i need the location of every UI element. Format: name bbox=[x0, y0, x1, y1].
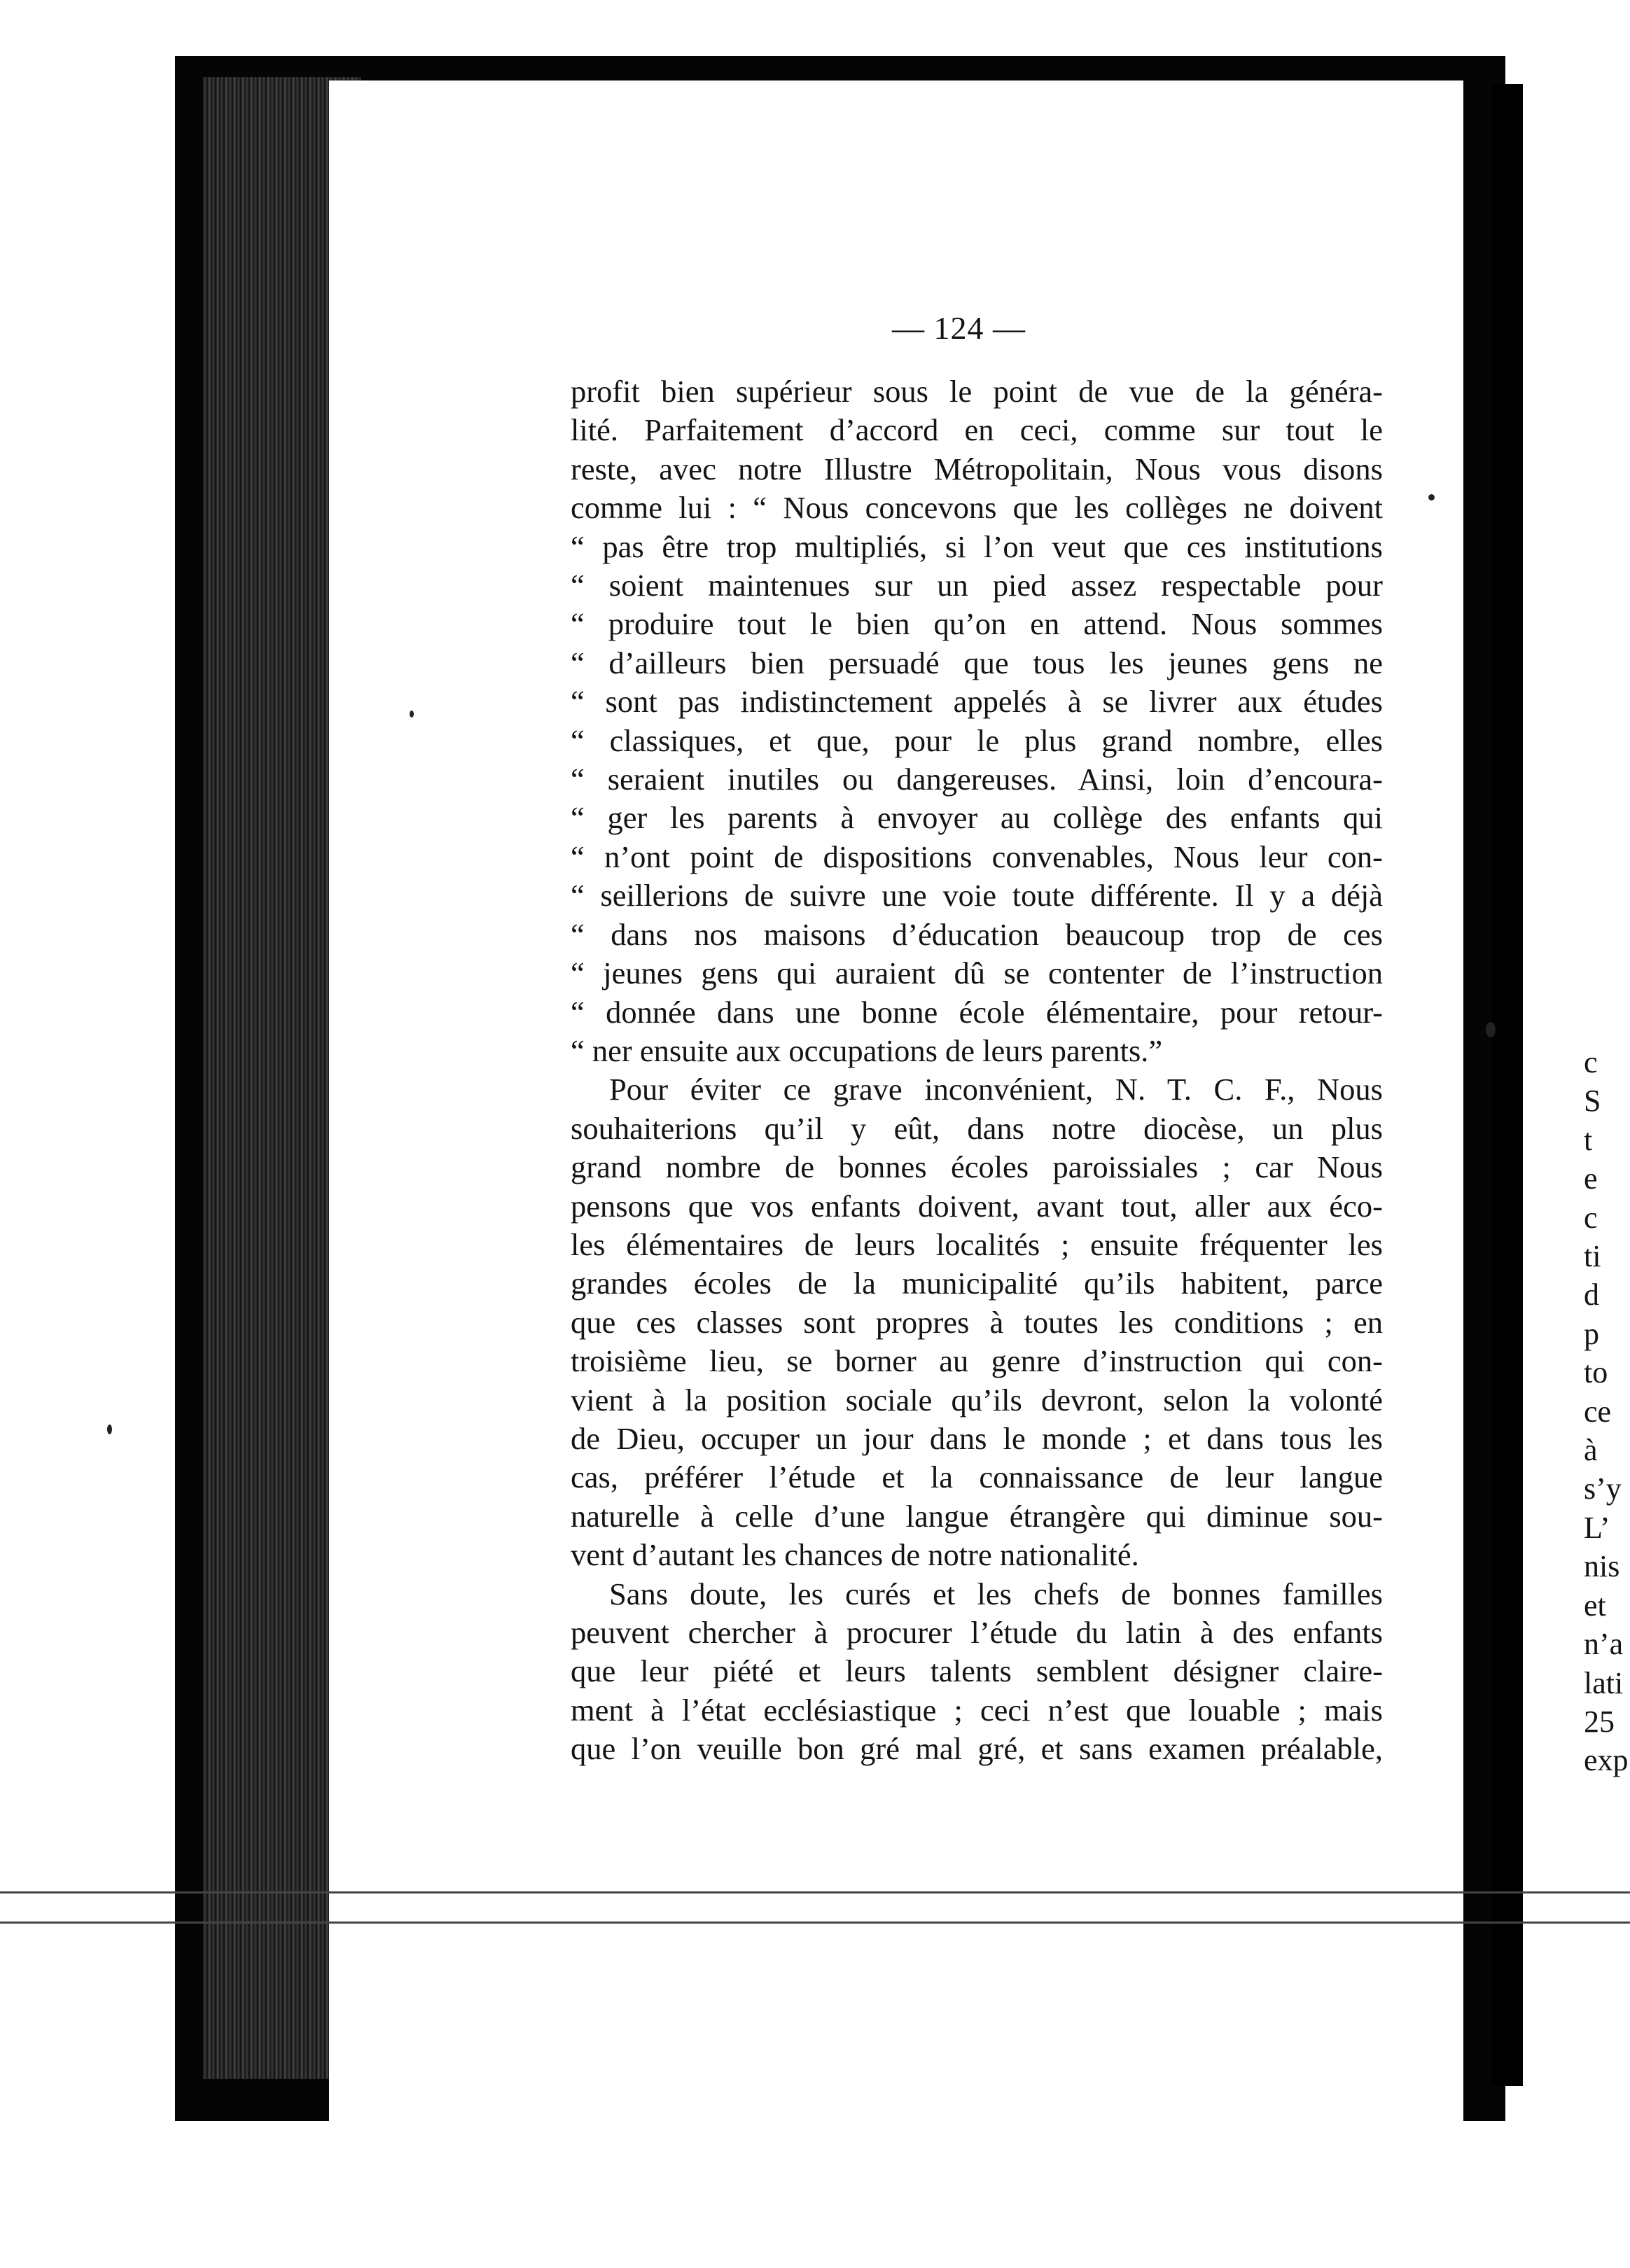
speck bbox=[107, 1424, 112, 1434]
text-line: profit bien supérieur sous le point de vue de la généra- bbox=[571, 374, 1383, 409]
text-line: cas, préférer l’étude et la connaissance de leur langue bbox=[571, 1460, 1383, 1495]
text-line: grand nombre de bonnes écoles paroissiales ; car Nous bbox=[571, 1149, 1383, 1185]
text-line: Sans doute, les curés et les chefs de bonnes familles bbox=[609, 1576, 1383, 1611]
text-line: comme lui : “ Nous concevons que les collèges ne doivent bbox=[571, 490, 1383, 526]
neighbor-fragment: p bbox=[1584, 1316, 1599, 1351]
neighbor-fragment: n’a bbox=[1584, 1627, 1624, 1662]
neighbor-fragment: c bbox=[1584, 1200, 1598, 1235]
text-line: “ n’ont point de dispositions convenables, Nous leur con- bbox=[571, 839, 1383, 874]
text-line: “ ner ensuite aux occupations de leurs parents.” bbox=[571, 1032, 1163, 1068]
text-line: que l’on veuille bon gré mal gré, et sans examen préalable, bbox=[571, 1731, 1383, 1767]
text-line: “ dans nos maisons d’éducation beaucoup trop de ces bbox=[571, 916, 1383, 952]
neighbor-fragment: to bbox=[1584, 1355, 1608, 1390]
speck bbox=[410, 710, 414, 718]
text-line: ment à l’état ecclésiastique ; ceci n’est que louable ; mais bbox=[571, 1692, 1383, 1728]
text-line: vient à la position sociale qu’ils devront, selon la volonté bbox=[571, 1382, 1383, 1418]
text-line: “ d’ailleurs bien persuadé que tous les jeunes gens ne bbox=[571, 645, 1383, 680]
text-line: troisième lieu, se borner au genre d’instruction qui con- bbox=[571, 1343, 1383, 1379]
scan-line bbox=[0, 1921, 1630, 1924]
neighbor-fragment: nis bbox=[1584, 1549, 1620, 1584]
neighbor-fragment: e bbox=[1584, 1161, 1598, 1196]
text-line: lité. Parfaitement d’accord en ceci, comme sur tout le bbox=[571, 412, 1383, 448]
neighbor-page-text bbox=[1584, 1043, 1630, 1780]
text-line: grandes écoles de la municipalité qu’ils habitent, parce bbox=[571, 1266, 1383, 1301]
text-line: souhaiterions qu’il y eût, dans notre diocèse, un plus bbox=[571, 1110, 1383, 1146]
neighbor-fragment: ce bbox=[1584, 1394, 1612, 1429]
text-line: “ soient maintenues sur un pied assez respectable pour bbox=[571, 568, 1383, 603]
neighbor-fragment: lati bbox=[1584, 1665, 1624, 1700]
text-line: “ classiques, et que, pour le plus grand nombre, elles bbox=[571, 722, 1383, 758]
text-line: “ seillerions de suivre une voie toute différente. Il y a déjà bbox=[571, 878, 1383, 913]
neighbor-fragment: c bbox=[1584, 1045, 1598, 1079]
text-line: “ jeunes gens qui auraient dû se contenter de l’instruction bbox=[571, 955, 1383, 991]
text-line: que leur piété et leurs talents semblent désigner claire- bbox=[571, 1653, 1383, 1689]
neighbor-fragment: ti bbox=[1584, 1239, 1601, 1274]
text-line: que ces classes sont propres à toutes les conditions ; en bbox=[571, 1304, 1383, 1340]
neighbor-fragment: à bbox=[1584, 1433, 1598, 1468]
speck bbox=[1486, 1022, 1496, 1037]
neighbor-fragment: exp bbox=[1584, 1743, 1629, 1778]
text-line: naturelle à celle d’une langue étrangère qui diminue sou- bbox=[571, 1498, 1383, 1534]
text-line: les élémentaires de leurs localités ; ensuite fréquenter les bbox=[571, 1226, 1383, 1262]
text-line: “ produire tout le bien qu’on en attend. Nous sommes bbox=[571, 606, 1383, 642]
neighbor-fragment: d bbox=[1584, 1278, 1599, 1312]
text-line: “ pas être trop multipliés, si l’on veut que ces institutions bbox=[571, 528, 1383, 564]
text-line: de Dieu, occuper un jour dans le monde ; et dans tous les bbox=[571, 1420, 1383, 1456]
scan-line bbox=[0, 1891, 1630, 1893]
gutter-edge bbox=[1491, 84, 1523, 2086]
text-line: Pour éviter ce grave inconvénient, N. T. C. F., Nous bbox=[609, 1072, 1383, 1107]
text-line: “ ger les parents à envoyer au collège des enfants qui bbox=[571, 800, 1383, 836]
text-line: “ sont pas indistinctement appelés à se livrer aux études bbox=[571, 684, 1383, 720]
neighbor-fragment: 25 bbox=[1584, 1704, 1615, 1739]
neighbor-fragment: s’y bbox=[1584, 1471, 1622, 1506]
body-text bbox=[571, 372, 1383, 1769]
text-line: “ seraient inutiles ou dangereuses. Ainsi, loin d’encoura- bbox=[571, 762, 1383, 797]
text-line: vent d’autant les chances de notre nationalité. bbox=[571, 1537, 1139, 1573]
page-number: — 124 — bbox=[892, 310, 1026, 346]
neighbor-fragment: S bbox=[1584, 1084, 1601, 1119]
speck bbox=[1428, 494, 1435, 500]
text-line: pensons que vos enfants doivent, avant tout, aller aux éco- bbox=[571, 1188, 1383, 1224]
text-line: peuvent chercher à procurer l’étude du latin à des enfants bbox=[571, 1615, 1383, 1650]
text-line: reste, avec notre Illustre Métropolitain, Nous vous disons bbox=[571, 451, 1383, 486]
neighbor-fragment: et bbox=[1584, 1588, 1606, 1623]
neighbor-fragment: L’ bbox=[1584, 1510, 1610, 1545]
text-line: “ donnée dans une bonne école élémentaire, pour retour- bbox=[571, 994, 1383, 1030]
neighbor-fragment: t bbox=[1584, 1122, 1593, 1157]
